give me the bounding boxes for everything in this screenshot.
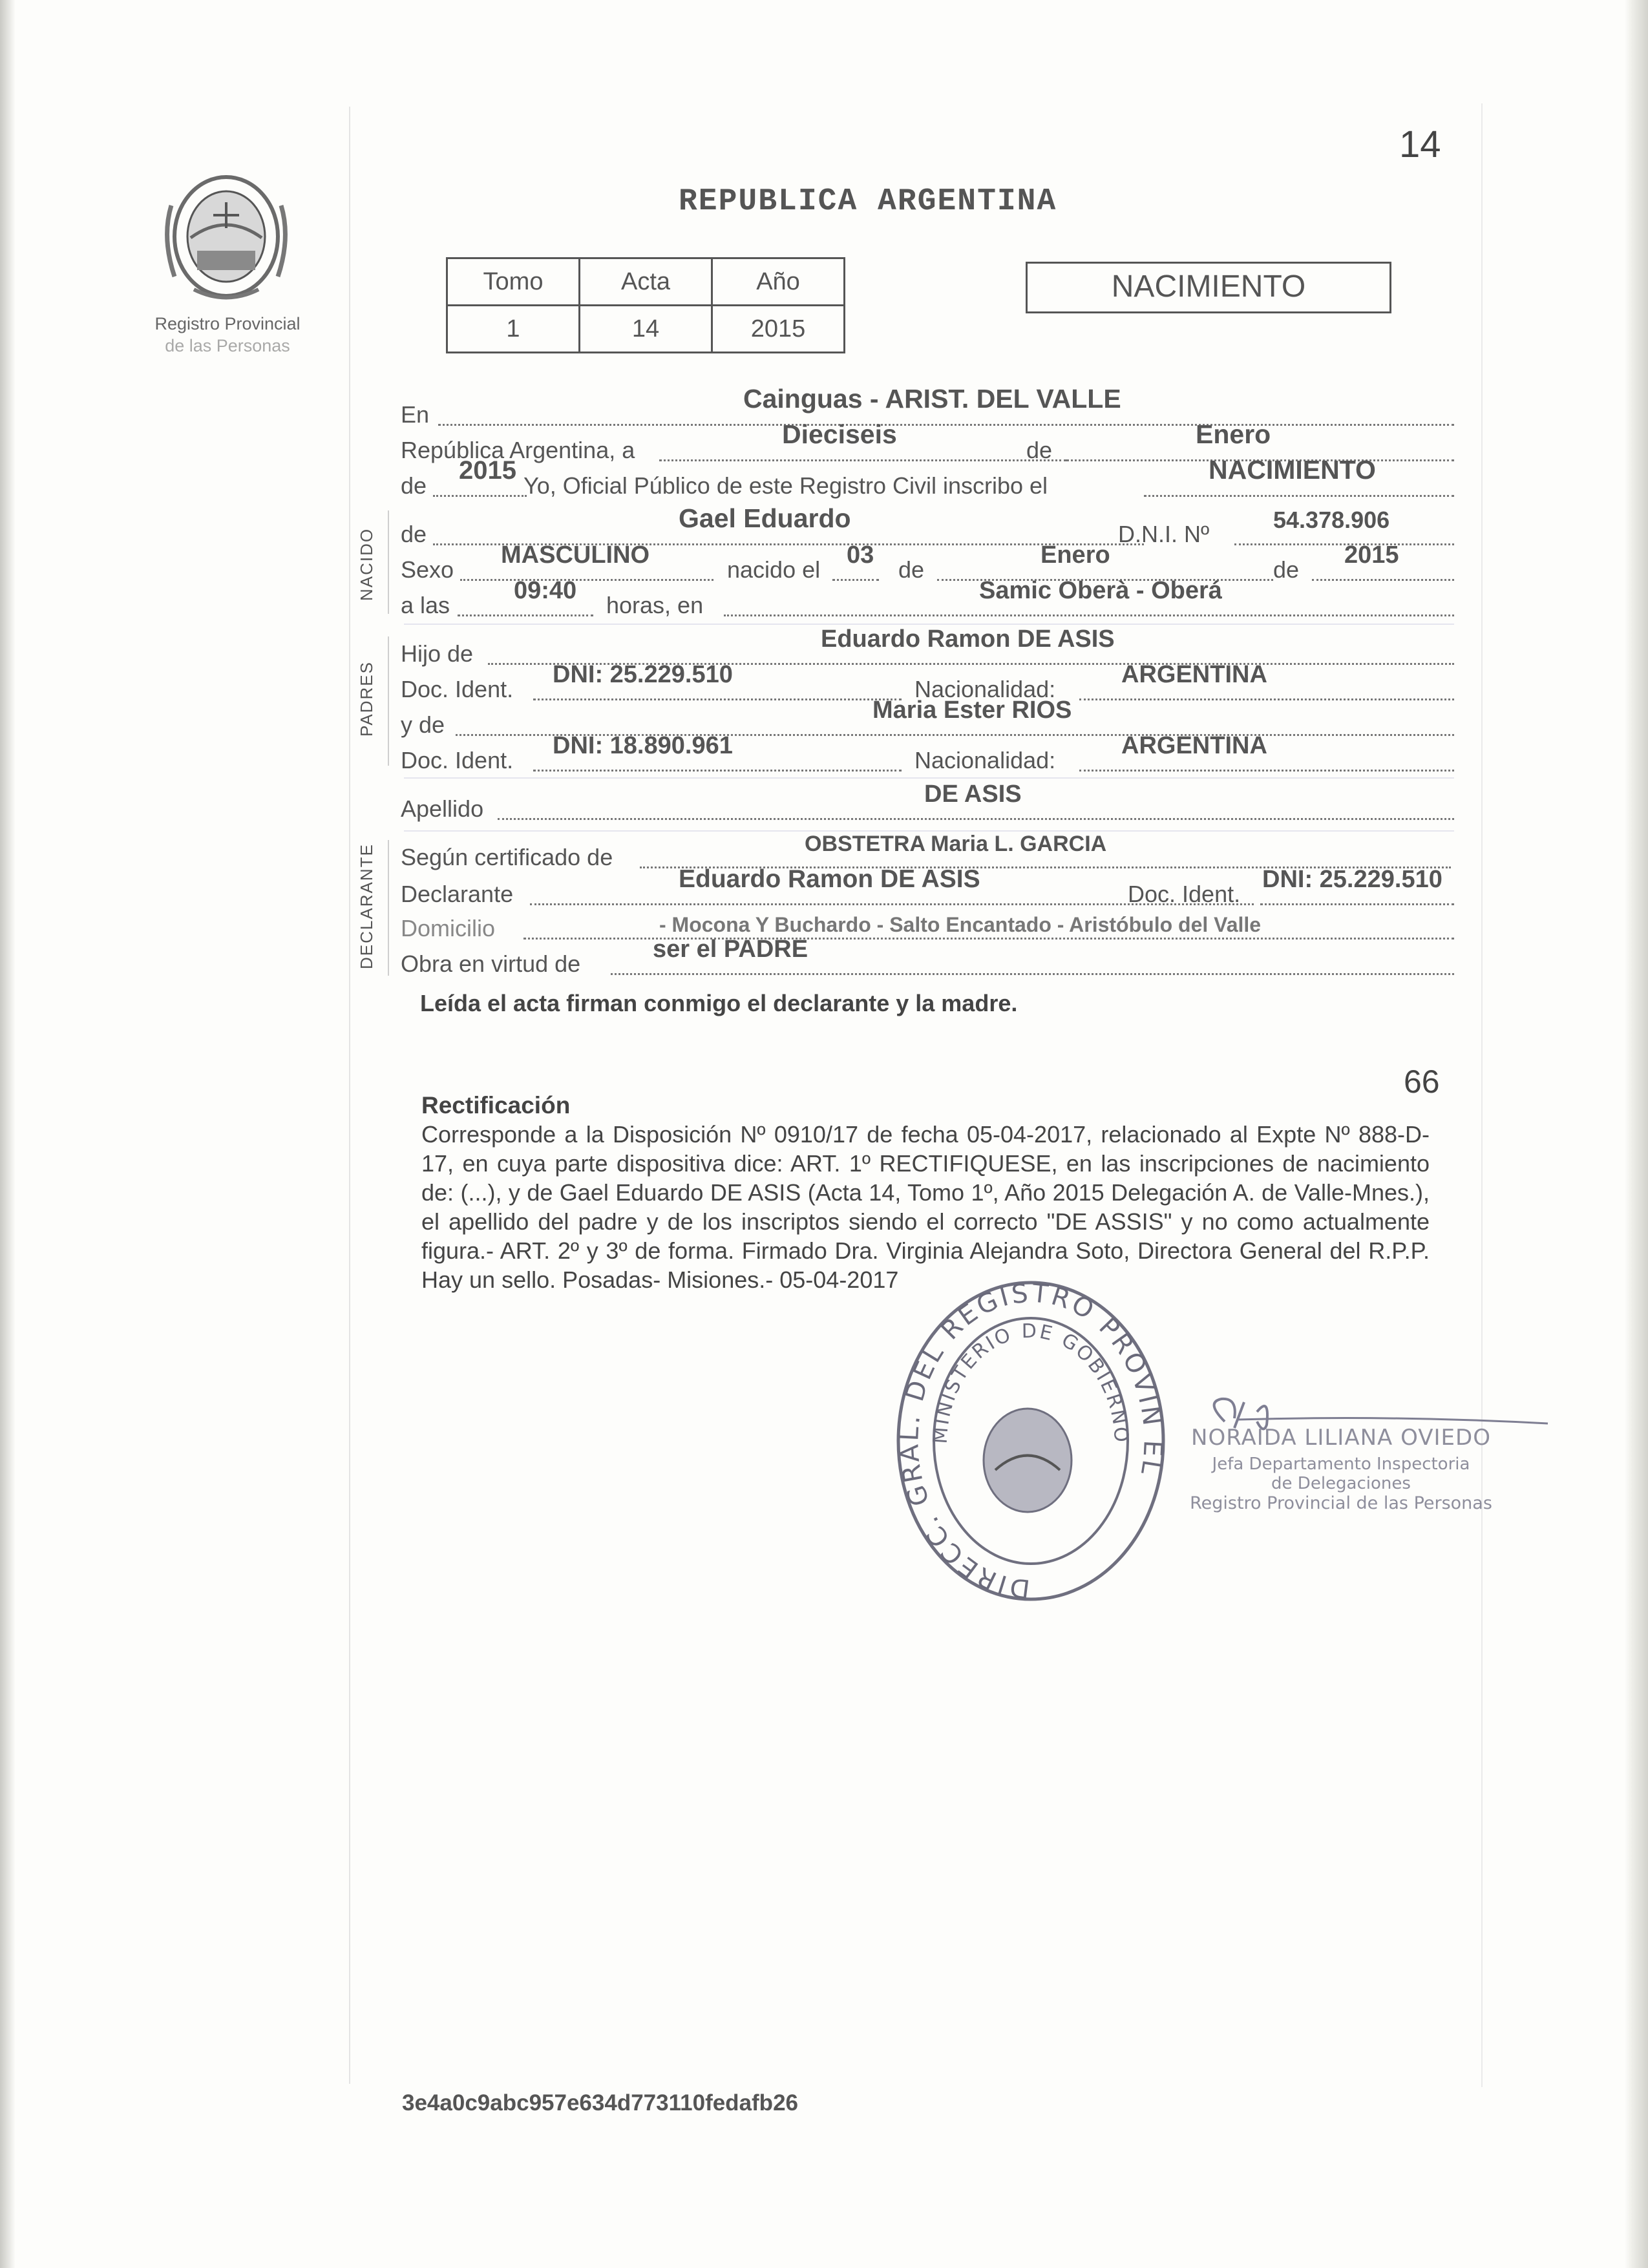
stamp-ring-text: DIRECC. GRAL. DEL REGISTRO PROVIN EL bbox=[894, 1278, 1168, 1604]
row-time-place bbox=[401, 577, 1454, 619]
rectification-title: Rectificación bbox=[421, 1092, 571, 1118]
ref-header-tomo: Tomo bbox=[447, 258, 580, 306]
row-virtue bbox=[401, 936, 1454, 978]
rectification-number: 66 bbox=[1404, 1064, 1440, 1100]
signatory-registry: Registro Provincial de las Personas bbox=[1190, 1493, 1492, 1513]
label-hijo-de: Hijo de bbox=[401, 640, 474, 667]
value-sex: MASCULINO bbox=[501, 541, 650, 569]
signatory-name: NORAIDA LILIANA OVIEDO bbox=[1191, 1425, 1491, 1451]
form-right-border bbox=[1481, 103, 1483, 2087]
value-child-dni: 54.378.906 bbox=[1273, 507, 1390, 533]
label-nacionalidad: Nacionalidad: bbox=[914, 676, 1056, 702]
label-sexo: Sexo bbox=[401, 556, 454, 583]
value-mother-nationality: ARGENTINA bbox=[1121, 732, 1267, 759]
official-stamp bbox=[889, 1276, 1173, 1612]
value-mother-doc: DNI: 18.890.961 bbox=[553, 732, 733, 759]
registry-caption-line2: de las Personas bbox=[165, 336, 290, 355]
row-mother-doc bbox=[401, 732, 1454, 774]
section-declarante: DECLARANTE bbox=[357, 843, 376, 969]
row-surname bbox=[401, 781, 1454, 823]
label-domicilio: Domicilio bbox=[401, 915, 496, 941]
label-doc-ident3: Doc. Ident. bbox=[1128, 881, 1241, 907]
label-y-de: y de bbox=[401, 711, 445, 738]
label-certificado: Según certificado de bbox=[401, 844, 613, 870]
ref-value-ano: 2015 bbox=[712, 306, 845, 353]
value-address: - Mocona Y Buchardo - Salto Encantado - Aristóbulo del Valle bbox=[659, 913, 1262, 936]
province-seal-logo bbox=[158, 167, 294, 309]
registry-caption bbox=[143, 313, 312, 357]
label-obra: Obra en virtud de bbox=[401, 950, 581, 977]
value-birth-place: Samic Oberà - Oberá bbox=[979, 577, 1222, 604]
value-certificate: OBSTETRA Maria L. GARCIA bbox=[805, 832, 1107, 856]
value-declarant-doc: DNI: 25.229.510 bbox=[1262, 866, 1442, 893]
scan-right-edge bbox=[1625, 0, 1648, 2268]
signatory-title: Jefa Departamento Inspectoria bbox=[1212, 1454, 1470, 1474]
label-nacido-el: nacido el bbox=[727, 556, 821, 583]
label-de: de bbox=[1026, 437, 1053, 463]
ref-header-ano: Año bbox=[712, 258, 845, 306]
label-a-las: a las bbox=[401, 592, 450, 618]
value-birth-month: Enero bbox=[1041, 541, 1110, 569]
document-title: REPUBLICA ARGENTINA bbox=[679, 184, 1057, 219]
value-month: Enero bbox=[1196, 419, 1271, 449]
closing-statement: Leída el acta firman conmigo el declarante y la madre. bbox=[420, 990, 1018, 1016]
label-horas-en: horas, en bbox=[606, 592, 704, 618]
page-number: 14 bbox=[1399, 123, 1441, 165]
label-doc-ident2: Doc. Ident. bbox=[401, 747, 514, 773]
label-de2: de bbox=[401, 472, 427, 499]
label-de4: de bbox=[1273, 556, 1300, 583]
label-dni: D.N.I. Nº bbox=[1118, 521, 1210, 547]
label-oficial: Yo, Oficial Público de este Registro Civil inscribo el bbox=[523, 472, 1048, 499]
ref-value-acta: 14 bbox=[580, 306, 712, 353]
label-doc-ident: Doc. Ident. bbox=[401, 676, 514, 702]
value-father-nationality: ARGENTINA bbox=[1121, 661, 1267, 688]
reference-table bbox=[446, 257, 845, 353]
label-republica: República Argentina, a bbox=[401, 437, 635, 463]
value-birth-year: 2015 bbox=[1344, 541, 1399, 569]
ref-value-tomo: 1 bbox=[447, 306, 580, 353]
label-apellido: Apellido bbox=[401, 795, 484, 822]
row-address bbox=[401, 905, 1454, 942]
label-declarante: Declarante bbox=[401, 881, 514, 907]
registry-caption-line1: Registro Provincial bbox=[154, 314, 301, 333]
value-father-doc: DNI: 25.229.510 bbox=[553, 661, 733, 688]
label-en: En bbox=[401, 401, 430, 428]
stamp-inner-text: MINISTERIO DE GOBIERNO bbox=[929, 1319, 1133, 1445]
value-surname: DE ASIS bbox=[924, 781, 1022, 808]
row-year bbox=[401, 455, 1454, 499]
record-type-box: NACIMIENTO bbox=[1026, 262, 1391, 313]
value-place: Cainguas - ARIST. DEL VALLE bbox=[743, 384, 1121, 414]
value-day: Dieciseis bbox=[782, 419, 897, 449]
rectification-body: Corresponde a la Disposición Nº 0910/17 de fecha 05-04-2017, relacionado al Expte Nº 888-D-17, en cuya parte dispositiva dice: ART. 1º RECTIFIQUESE, en las inscripciones de nacimiento de: (...), y de Gael Eduardo DE ASIS (Acta 14, Tomo 1º, Año 2015 Delegación A. de Valle-Mnes.), el apellido del padre y de los inscriptos siendo el correcto "DE ASSIS" y no como actualmente figura.- ART. 2º y 3º de forma. Firmado Dra. Virginia Alejandra Soto, Directora General del R.P.P. Hay un sello. Posadas- Misiones.- 05-04-2017 bbox=[421, 1121, 1430, 1293]
section-padres: PADRES bbox=[357, 661, 376, 737]
scan-left-edge bbox=[0, 0, 16, 2268]
value-birth-day: 03 bbox=[847, 541, 874, 569]
section-nacido: NACIDO bbox=[357, 527, 376, 601]
label-de3: de bbox=[898, 556, 925, 583]
signature-block bbox=[1186, 1425, 1496, 1513]
value-father-name: Eduardo Ramon DE ASIS bbox=[821, 625, 1115, 653]
signatory-department: de Delegaciones bbox=[1271, 1474, 1411, 1493]
value-inscribe-type: NACIMIENTO bbox=[1209, 455, 1376, 485]
value-year: 2015 bbox=[459, 456, 516, 485]
label-nacionalidad2: Nacionalidad: bbox=[914, 747, 1056, 773]
row-declarant bbox=[401, 865, 1454, 908]
document-hash: 3e4a0c9abc957e634d773110fedafb26 bbox=[402, 2090, 798, 2116]
value-virtue: ser el PADRE bbox=[653, 936, 808, 963]
value-child-name: Gael Eduardo bbox=[679, 503, 851, 533]
value-birth-time: 09:40 bbox=[514, 577, 577, 604]
value-mother-name: Maria Ester RIOS bbox=[872, 697, 1072, 724]
form-left-border bbox=[349, 107, 350, 2084]
ref-header-acta: Acta bbox=[580, 258, 712, 306]
label-nacido-de: de bbox=[401, 521, 427, 547]
value-declarant-name: Eduardo Ramon DE ASIS bbox=[679, 865, 980, 893]
row-place bbox=[401, 384, 1454, 428]
